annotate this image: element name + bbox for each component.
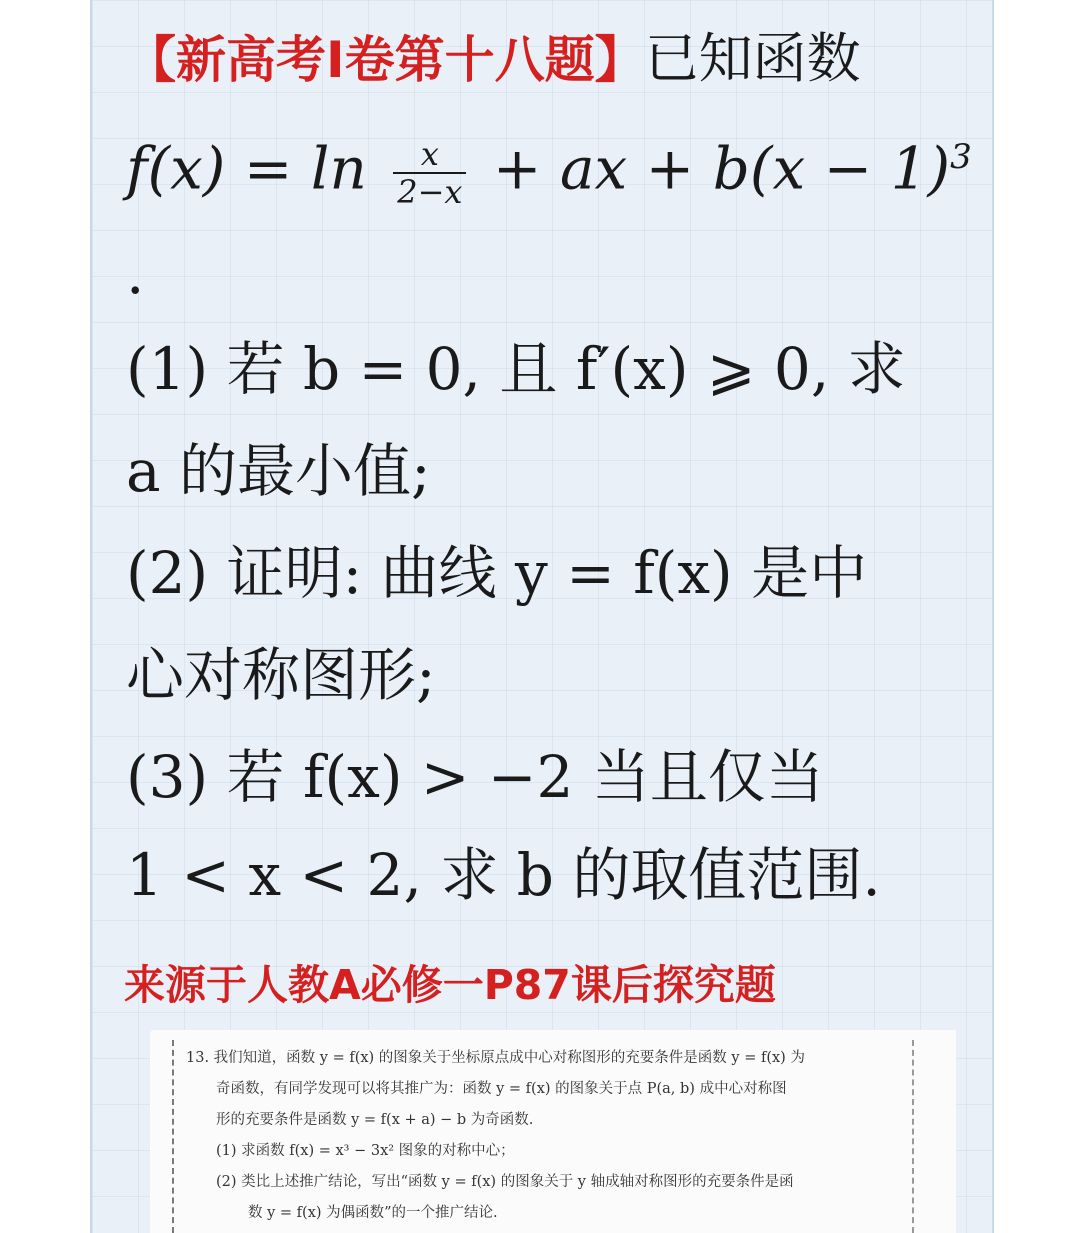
formula-lhs: f(x) = ln (126, 134, 386, 203)
formula-fraction (393, 136, 466, 210)
exam-tag: 【新高考Ⅰ卷第十八题】 (126, 31, 645, 89)
excerpt-line-6: 数 y = f(x) 为偶函数”的一个推广结论. (248, 1205, 498, 1221)
fraction-numerator: x (393, 136, 466, 174)
problem-title (126, 16, 861, 93)
question-2-line-2: 心对称图形; (126, 641, 436, 709)
source-note: 来源于人教A必修一P87课后探究题 (124, 961, 776, 1009)
excerpt-right-border (912, 1040, 914, 1233)
question-3-line-1: (3) 若 f(x) > −2 当且仅当 (126, 743, 824, 811)
question-2-line-1: (2) 证明: 曲线 y = f(x) 是中 (126, 539, 868, 607)
function-formula (126, 122, 972, 210)
formula-exponent: 3 (950, 137, 972, 177)
fraction-denominator: 2−x (397, 173, 463, 212)
excerpt-line-5: (2) 类比上述推广结论，写出“函数 y = f(x) 的图象关于 y 轴成轴对称图形的充要条件是函 (216, 1174, 794, 1190)
excerpt-left-border (172, 1040, 174, 1233)
question-1-line-1: (1) 若 b = 0, 且 f′(x) ⩾ 0, 求 (126, 335, 906, 403)
formula-rhs: + ax + b(x − 1) (474, 134, 951, 203)
excerpt-line-3: 形的充要条件是函数 y = f(x + a) − b 为奇函数. (216, 1112, 534, 1128)
excerpt-line-2: 奇函数，有同学发现可以将其推广为：函数 y = f(x) 的图象关于点 P(a, b) 成中心对称图 (216, 1081, 787, 1097)
title-text: 已知函数 (644, 27, 861, 90)
question-3-line-2: 1 < x < 2, 求 b 的取值范围. (126, 841, 881, 909)
textbook-excerpt (150, 1030, 956, 1233)
excerpt-line-4: (1) 求函数 f(x) = x³ − 3x² 图象的对称中心； (216, 1143, 515, 1159)
formula-period: . (126, 239, 145, 307)
excerpt-line-1: 13. 我们知道，函数 y = f(x) 的图象关于坐标原点成中心对称图形的充要条件是函数 y = f(x) 为 (186, 1050, 805, 1066)
question-1-line-2: a 的最小值; (126, 437, 431, 505)
